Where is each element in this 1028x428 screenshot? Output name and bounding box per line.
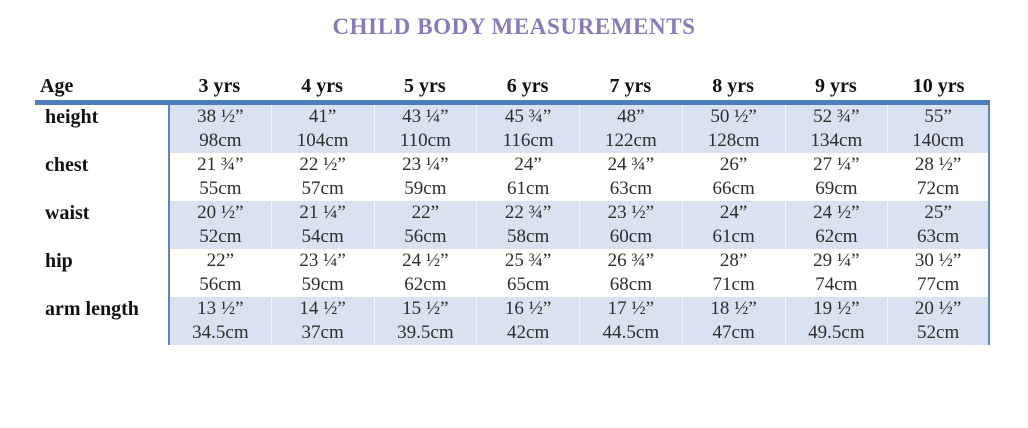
measurement-cell bbox=[579, 249, 682, 297]
measurement-cell bbox=[168, 153, 271, 201]
cm-value: 66cm bbox=[712, 178, 755, 199]
inches-value: 38 ½” bbox=[197, 106, 244, 127]
row-label: waist bbox=[35, 201, 168, 249]
column-header-9yrs: 9 yrs bbox=[815, 75, 857, 97]
cm-value: 42cm bbox=[507, 322, 550, 343]
inches-value: 43 ¼” bbox=[402, 106, 449, 127]
measurement-cell bbox=[374, 105, 477, 153]
inches-value: 26 ¾” bbox=[607, 250, 655, 271]
measurement-cell bbox=[476, 153, 579, 201]
inches-value: 27 ¼” bbox=[813, 154, 860, 175]
measurement-cell bbox=[682, 249, 785, 297]
inches-value: 23 ½” bbox=[607, 202, 655, 223]
cm-value: 72cm bbox=[917, 178, 960, 199]
row-label: height bbox=[35, 105, 168, 153]
cm-value: 74cm bbox=[815, 274, 858, 295]
inches-value: 41” bbox=[308, 106, 337, 127]
column-header-10yrs: 10 yrs bbox=[912, 75, 965, 97]
column-header-3yrs: 3 yrs bbox=[198, 75, 241, 97]
measurement-cell bbox=[785, 153, 888, 201]
inches-value: 25 ¾” bbox=[504, 250, 552, 271]
inches-value: 25” bbox=[924, 202, 952, 223]
column-header-5yrs: 5 yrs bbox=[404, 75, 446, 97]
measurement-cell bbox=[271, 297, 374, 345]
cm-value: 52cm bbox=[199, 226, 242, 247]
measurement-cell bbox=[271, 153, 374, 201]
table-row-arm-length bbox=[35, 297, 990, 345]
measurement-cell bbox=[168, 297, 271, 345]
inches-value: 28” bbox=[719, 250, 748, 271]
measurement-cell bbox=[374, 201, 477, 249]
cm-value: 63cm bbox=[917, 226, 960, 247]
inches-value: 22 ½” bbox=[299, 154, 346, 175]
measurement-cell bbox=[476, 297, 579, 345]
cm-value: 58cm bbox=[507, 226, 550, 247]
cm-value: 77cm bbox=[917, 274, 960, 295]
measurement-cell bbox=[271, 105, 374, 153]
page-title: CHILD BODY MEASUREMENTS bbox=[332, 14, 696, 39]
measurement-cell bbox=[887, 105, 990, 153]
measurement-cell bbox=[168, 249, 271, 297]
inches-value: 18 ½” bbox=[710, 298, 757, 319]
inches-value: 15 ½” bbox=[402, 298, 449, 319]
measurement-cell bbox=[168, 201, 271, 249]
measurement-cell bbox=[579, 153, 682, 201]
cm-value: 44.5cm bbox=[602, 322, 660, 343]
inches-value: 24” bbox=[719, 202, 748, 223]
cm-value: 63cm bbox=[609, 178, 652, 199]
column-header-7yrs: 7 yrs bbox=[609, 75, 652, 97]
size-chart-table bbox=[35, 68, 990, 345]
cm-value: 62cm bbox=[404, 274, 447, 295]
measurement-cell bbox=[476, 105, 579, 153]
cm-value: 57cm bbox=[301, 178, 344, 199]
inches-value: 21 ¼” bbox=[299, 202, 346, 223]
inches-value: 28 ½” bbox=[914, 154, 962, 175]
cm-value: 56cm bbox=[199, 274, 242, 295]
table-row-height bbox=[35, 105, 990, 153]
cm-value: 69cm bbox=[815, 178, 858, 199]
inches-value: 23 ¼” bbox=[402, 154, 449, 175]
column-header-6yrs: 6 yrs bbox=[506, 75, 549, 97]
inches-value: 29 ¼” bbox=[813, 250, 860, 271]
measurement-cell bbox=[682, 297, 785, 345]
measurement-cell bbox=[785, 249, 888, 297]
cm-value: 61cm bbox=[507, 178, 550, 199]
measurement-cell bbox=[168, 105, 271, 153]
measurement-cell bbox=[476, 249, 579, 297]
cm-value: 128cm bbox=[707, 130, 760, 151]
inches-value: 22” bbox=[411, 202, 440, 223]
column-header-4yrs: 4 yrs bbox=[301, 75, 343, 97]
inches-value: 48” bbox=[617, 106, 645, 127]
column-header-8yrs: 8 yrs bbox=[712, 75, 754, 97]
measurement-cell bbox=[682, 105, 785, 153]
cm-value: 110cm bbox=[399, 130, 451, 151]
inches-value: 45 ¾” bbox=[504, 106, 552, 127]
inches-value: 50 ½” bbox=[710, 106, 757, 127]
row-label: arm length bbox=[35, 297, 168, 345]
measurement-cell bbox=[579, 297, 682, 345]
inches-value: 55” bbox=[924, 106, 952, 127]
inches-value: 19 ½” bbox=[813, 298, 860, 319]
measurement-cell bbox=[785, 105, 888, 153]
measurement-cell bbox=[887, 297, 990, 345]
inches-value: 13 ½” bbox=[197, 298, 244, 319]
inches-value: 24 ½” bbox=[402, 250, 449, 271]
cm-value: 65cm bbox=[507, 274, 550, 295]
measurement-cell bbox=[579, 105, 682, 153]
inches-value: 20 ½” bbox=[914, 298, 962, 319]
cm-value: 54cm bbox=[301, 226, 344, 247]
measurement-cell bbox=[887, 153, 990, 201]
measurement-cell bbox=[579, 201, 682, 249]
cm-value: 122cm bbox=[605, 130, 657, 151]
cm-value: 60cm bbox=[609, 226, 652, 247]
inches-value: 22 ¾” bbox=[504, 202, 552, 223]
cm-value: 71cm bbox=[712, 274, 755, 295]
cm-value: 140cm bbox=[912, 130, 964, 151]
cm-value: 59cm bbox=[301, 274, 344, 295]
cm-value: 49.5cm bbox=[808, 322, 865, 343]
column-header-age: Age bbox=[40, 75, 74, 97]
inches-value: 24 ½” bbox=[813, 202, 860, 223]
cm-value: 68cm bbox=[609, 274, 652, 295]
cm-value: 47cm bbox=[712, 322, 755, 343]
inches-value: 22” bbox=[206, 250, 235, 271]
inches-value: 26” bbox=[719, 154, 748, 175]
inches-value: 24” bbox=[514, 154, 542, 175]
row-label: chest bbox=[35, 153, 168, 201]
inches-value: 16 ½” bbox=[504, 298, 552, 319]
cm-value: 116cm bbox=[502, 130, 554, 151]
cm-value: 52cm bbox=[917, 322, 960, 343]
measurement-cell bbox=[476, 201, 579, 249]
cm-value: 61cm bbox=[712, 226, 755, 247]
cm-value: 34.5cm bbox=[192, 322, 249, 343]
inches-value: 23 ¼” bbox=[299, 250, 346, 271]
measurement-cell bbox=[374, 249, 477, 297]
cm-value: 104cm bbox=[296, 130, 349, 151]
table-row-waist bbox=[35, 201, 990, 249]
row-label: hip bbox=[35, 249, 168, 297]
cm-value: 55cm bbox=[199, 178, 242, 199]
inches-value: 20 ½” bbox=[197, 202, 244, 223]
measurement-cell bbox=[887, 249, 990, 297]
inches-value: 52 ¾” bbox=[813, 106, 860, 127]
table-row-chest bbox=[35, 153, 990, 201]
cm-value: 59cm bbox=[404, 178, 447, 199]
cm-value: 37cm bbox=[301, 322, 344, 343]
inches-value: 30 ½” bbox=[914, 250, 962, 271]
cm-value: 62cm bbox=[815, 226, 858, 247]
measurement-cell bbox=[887, 201, 990, 249]
table-header-row bbox=[35, 68, 990, 105]
measurement-cell bbox=[682, 201, 785, 249]
measurement-cell bbox=[785, 297, 888, 345]
measurement-cell bbox=[374, 297, 477, 345]
cm-value: 134cm bbox=[810, 130, 863, 151]
table-row-hip bbox=[35, 249, 990, 297]
measurement-cell bbox=[374, 153, 477, 201]
inches-value: 17 ½” bbox=[607, 298, 655, 319]
cm-value: 39.5cm bbox=[397, 322, 454, 343]
measurement-cell bbox=[271, 249, 374, 297]
inches-value: 21 ¾” bbox=[197, 154, 244, 175]
measurement-cell bbox=[682, 153, 785, 201]
measurement-cell bbox=[785, 201, 888, 249]
inches-value: 14 ½” bbox=[299, 298, 346, 319]
measurement-cell bbox=[271, 201, 374, 249]
cm-value: 98cm bbox=[199, 130, 242, 151]
cm-value: 56cm bbox=[404, 226, 447, 247]
inches-value: 24 ¾” bbox=[607, 154, 655, 175]
